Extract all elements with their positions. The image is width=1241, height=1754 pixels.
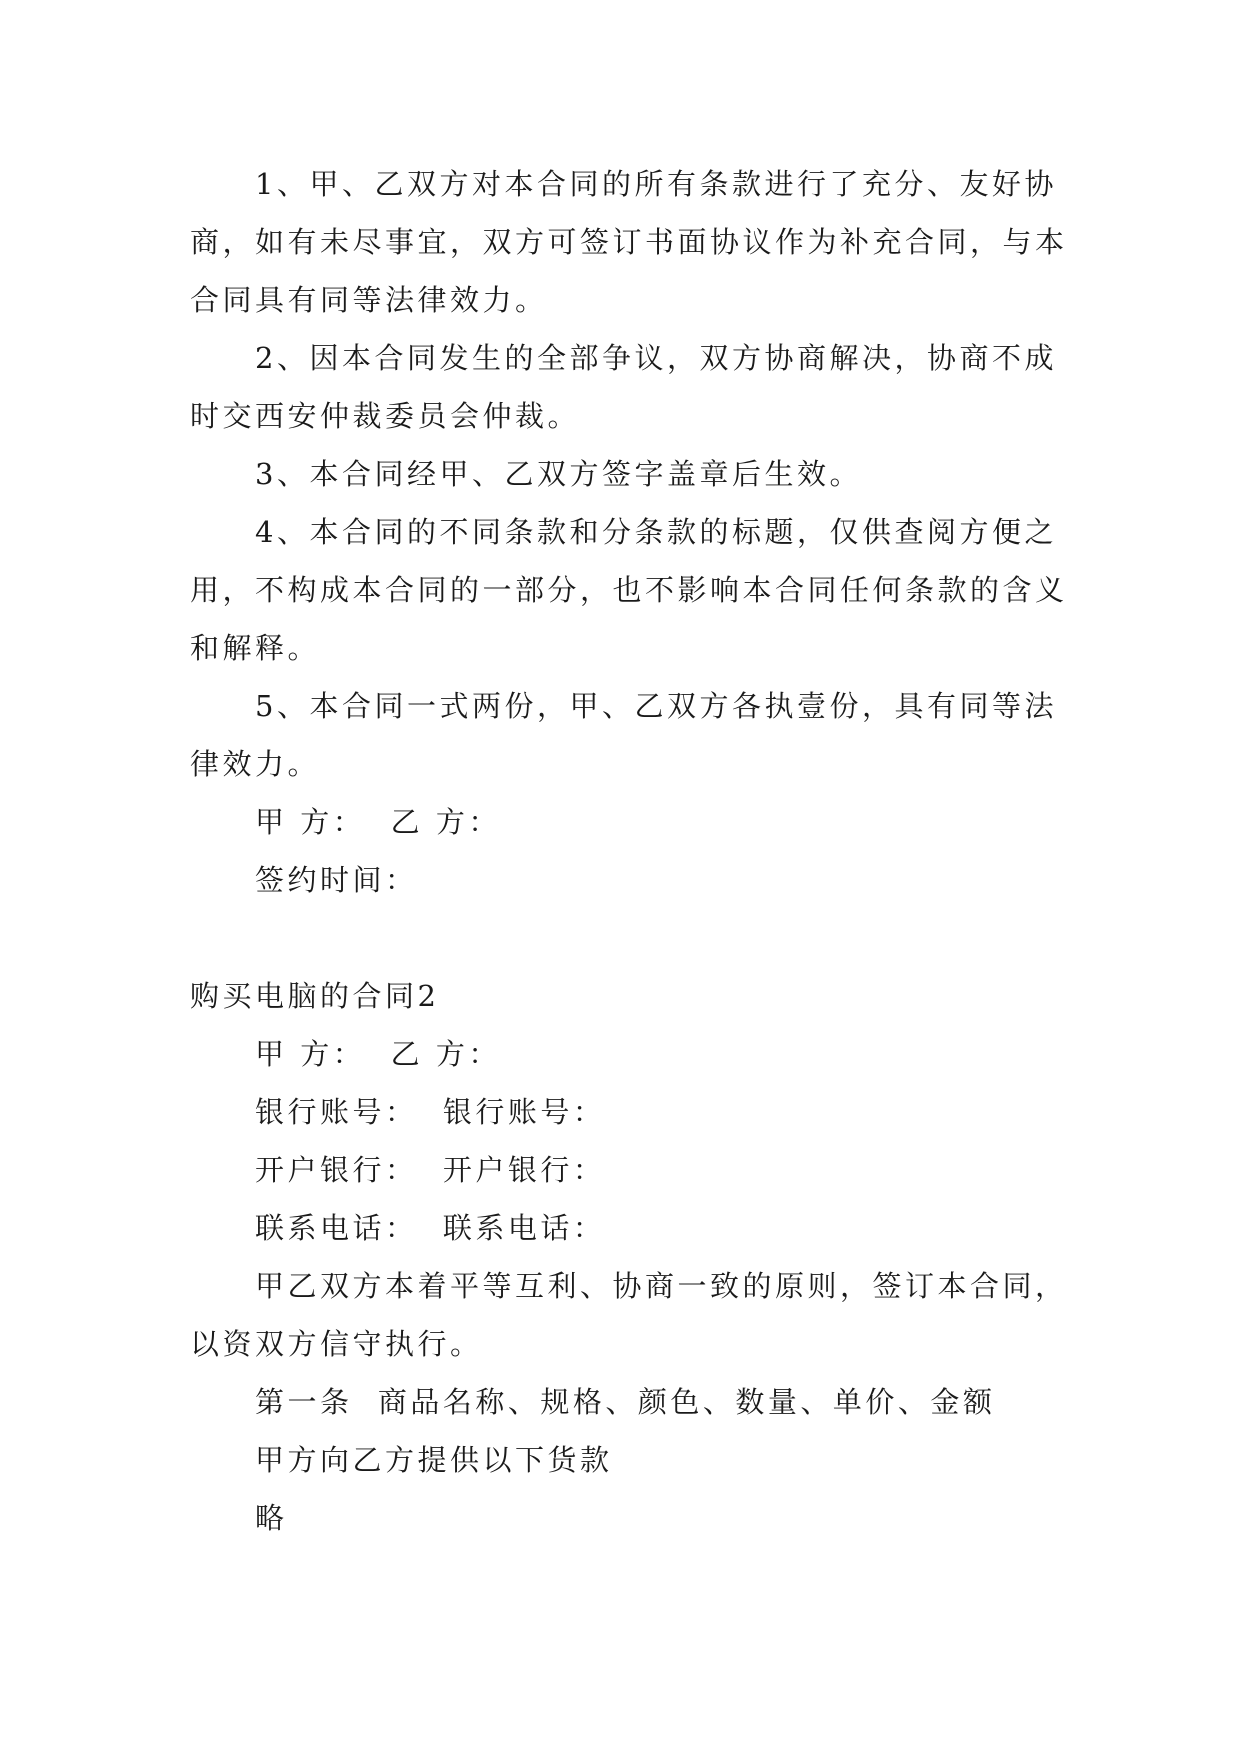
clause-2: 2、因本合同发生的全部争议，双方协商解决，协商不成时交西安仲裁委员会仲裁。 [190, 341, 1057, 433]
parties-line: 甲 方： 乙 方： [255, 1037, 501, 1071]
preamble: 甲乙双方本着平等互利、协商一致的原则，签订本合同，以资双方信守执行。 [190, 1269, 1068, 1361]
article-1-omitted: 略 [255, 1501, 288, 1535]
clause-5: 5、本合同一式两份，甲、乙双方各执壹份，具有同等法律效力。 [190, 689, 1057, 781]
signing-time: 签约时间： [255, 863, 418, 897]
article-1-heading: 第一条 商品名称、规格、颜色、数量、单价、金额 [255, 1385, 996, 1419]
bank-name-line: 开户银行： 开户银行： [255, 1153, 606, 1187]
clause-3: 3、本合同经甲、乙双方签字盖章后生效。 [255, 457, 862, 491]
phone-line: 联系电话： 联系电话： [255, 1211, 606, 1245]
signature-parties: 甲 方： 乙 方： [255, 805, 501, 839]
document-body [190, 155, 1070, 1547]
section-spacer [190, 909, 1070, 967]
clause-4: 4、本合同的不同条款和分条款的标题，仅供查阅方便之用，不构成本合同的一部分，也不影响本合同任何条款的含义和解释。 [190, 515, 1068, 665]
contract-2-title: 购买电脑的合同2 [190, 979, 440, 1013]
clause-1: 1、甲、乙双方对本合同的所有条款进行了充分、友好协商，如有未尽事宜，双方可签订书面协议作为补充合同，与本合同具有同等法律效力。 [190, 167, 1068, 317]
bank-account-line: 银行账号： 银行账号： [255, 1095, 606, 1129]
article-1-text: 甲方向乙方提供以下货款 [255, 1443, 613, 1477]
